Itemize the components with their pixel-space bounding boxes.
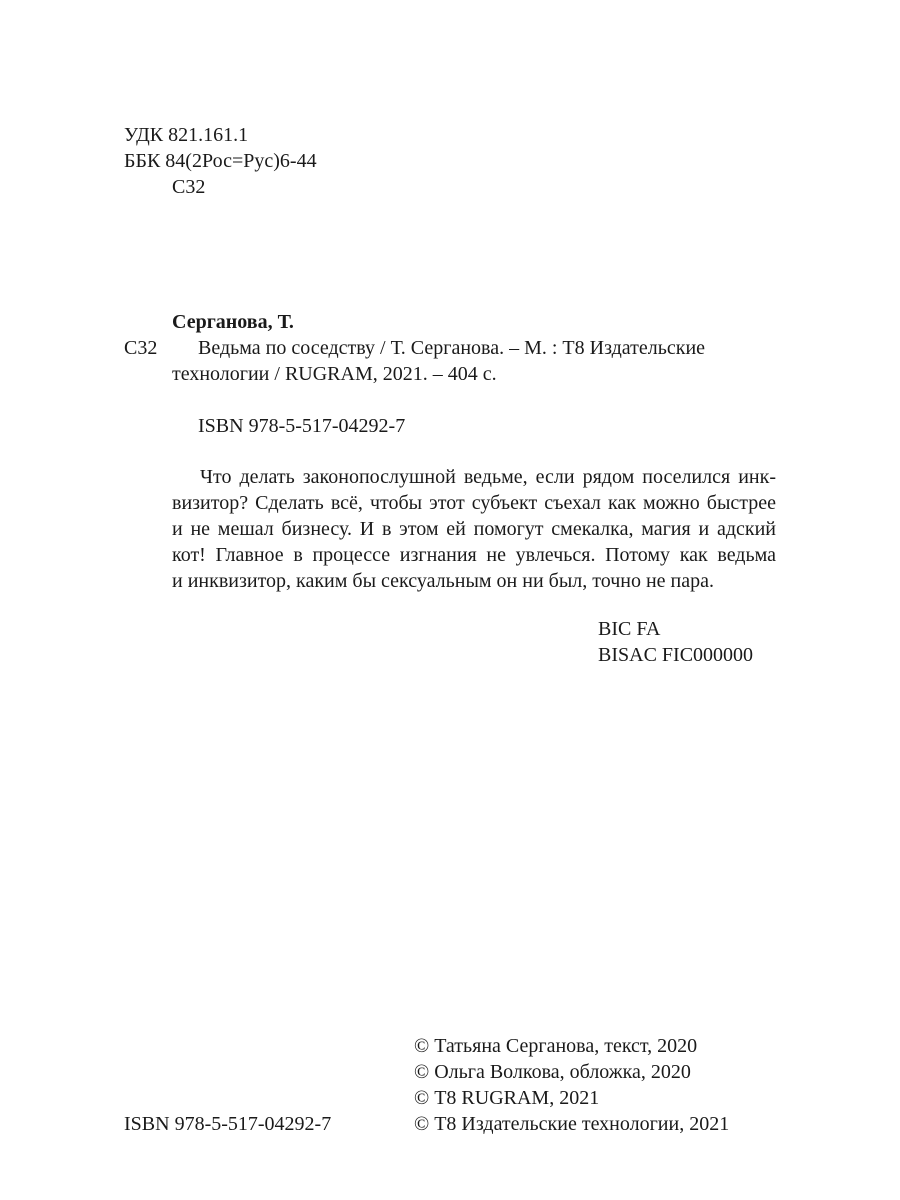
bic-code: BIC FA: [598, 618, 661, 640]
udk-code: УДК 821.161.1: [124, 124, 249, 146]
annotation-line: и не мешал бизнесу. И в этом ей помогут смекалка, магия и адский: [172, 518, 776, 540]
author-heading: Серганова, Т.: [172, 311, 294, 333]
isbn-footer: ISBN 978-5-517-04292-7: [124, 1113, 332, 1135]
annotation-line: визитор? Сделать всё, чтобы этот субъект съехал как можно быстрее: [172, 492, 776, 514]
copyright-line: © Ольга Волкова, обложка, 2020: [414, 1061, 691, 1083]
isbn-entry: ISBN 978-5-517-04292-7: [198, 415, 406, 437]
copyright-line: © Татьяна Серганова, текст, 2020: [414, 1035, 698, 1057]
annotation: [172, 464, 776, 594]
bisac-code: BISAC FIC000000: [598, 644, 754, 666]
annotation-line: Что делать законопослушной ведьме, если рядом поселился инк-: [200, 466, 776, 488]
annotation-line: кот! Главное в процессе изгнания не увлечься. Потому как ведьма: [172, 544, 776, 566]
bbk-code: ББК 84(2Рос=Рус)6-44: [124, 150, 317, 172]
copyright-line: © Т8 RUGRAM, 2021: [414, 1087, 600, 1109]
author-mark-entry: С32: [124, 337, 158, 359]
description-line-2: технологии / RUGRAM, 2021. – 404 с.: [172, 363, 497, 385]
description-line-1: Ведьма по соседству / Т. Серганова. – М. : Т8 Издательские: [198, 337, 706, 359]
annotation-line: и инквизитор, каким бы сексуальным он ни был, точно не пара.: [172, 570, 715, 592]
author-mark-top: С32: [172, 176, 206, 198]
copyright-line: © Т8 Издательские технологии, 2021: [414, 1113, 730, 1135]
